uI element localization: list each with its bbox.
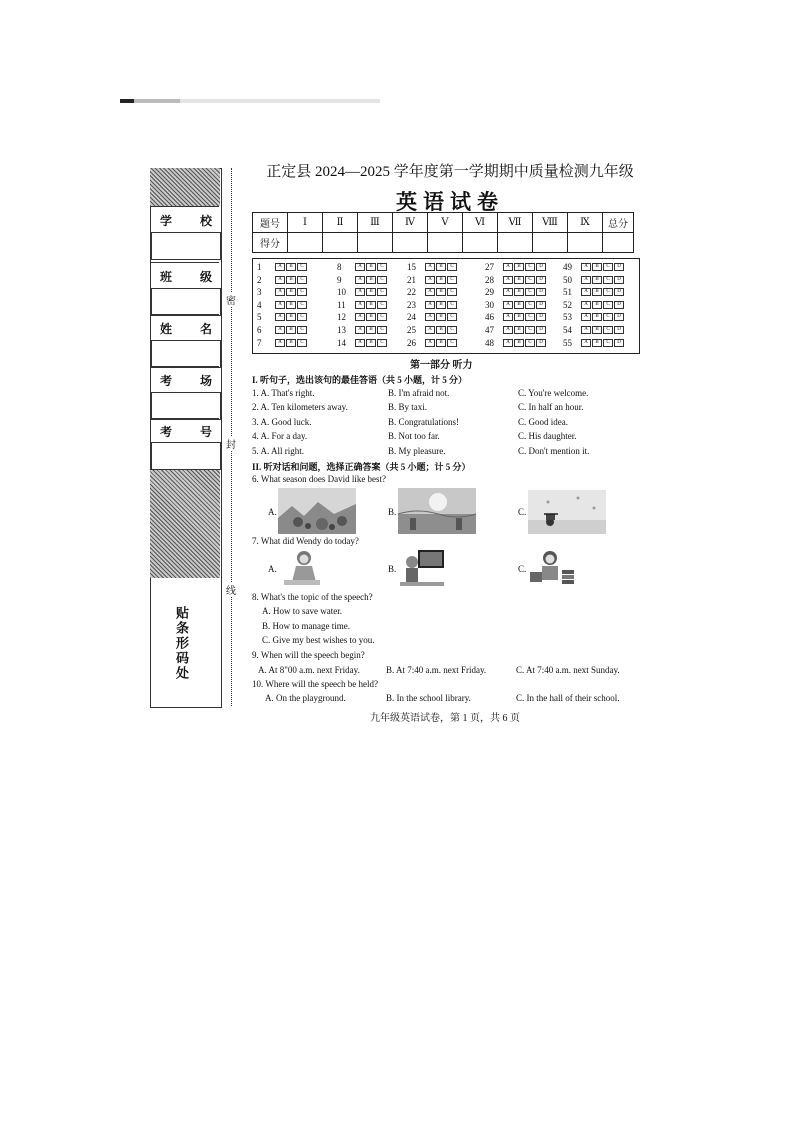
answer-number: 15 [407, 262, 416, 272]
answer-number: 49 [563, 262, 572, 272]
strip-hatch-top [150, 168, 220, 206]
answer-row-9 [337, 275, 388, 285]
exam-title-line1: 正定县 2024—2025 学年度第一学期期中质量检测九年级 [266, 164, 634, 180]
answer-bubble-c[interactable]: C [297, 263, 307, 271]
answer-bubble-b[interactable]: B [514, 339, 524, 347]
section1-heading: I. 听句子，选出该句的最佳答语（共 5 小题，计 5 分） [252, 375, 468, 385]
answer-bubble-a[interactable]: A [503, 339, 513, 347]
answer-bubble-c[interactable]: C [525, 288, 535, 296]
q7-option-c-label: C. [518, 564, 527, 574]
answer-bubble-c[interactable]: C [447, 276, 457, 284]
answer-bubble-a[interactable]: A [355, 276, 365, 284]
q6-option-a-label: A. [268, 507, 277, 517]
score-table [252, 212, 634, 253]
answer-row-54 [563, 325, 625, 335]
answer-bubble-c[interactable]: C [525, 326, 535, 334]
score-cell[interactable] [463, 233, 498, 253]
answer-bubble-d[interactable]: D [614, 301, 624, 309]
answer-row-15 [407, 262, 458, 272]
q2-option-c: C. In half an hour. [518, 402, 584, 412]
answer-bubble-a[interactable]: A [425, 301, 435, 309]
answer-bubble-c[interactable]: C [297, 339, 307, 347]
part1-heading: 第一部分 听力 [410, 360, 473, 371]
scan-mark [120, 99, 380, 103]
q8-option-a: A. How to save water. [262, 606, 342, 616]
answer-row-12 [337, 312, 388, 322]
answer-bubble-c[interactable]: C [377, 313, 387, 321]
answer-bubble-b[interactable]: B [286, 263, 296, 271]
answer-bubble-c[interactable]: C [447, 313, 457, 321]
answer-bubble-a[interactable]: A [275, 339, 285, 347]
score-col-5: Ⅴ [428, 213, 463, 233]
q3-option-b: B. Congratulations! [388, 417, 459, 427]
answer-bubble-a[interactable]: A [503, 326, 513, 334]
answer-bubble-a[interactable]: A [355, 263, 365, 271]
answer-bubble-b[interactable]: B [436, 326, 446, 334]
answer-number: 6 [257, 325, 262, 335]
name-label: 姓 名 [160, 322, 212, 336]
answer-bubble-c[interactable]: C [447, 263, 457, 271]
score-total-cell[interactable] [603, 233, 634, 253]
answer-bubble-d[interactable]: D [614, 313, 624, 321]
answer-number: 3 [257, 287, 262, 298]
score-col-7: Ⅶ [498, 213, 533, 233]
answer-bubble-d[interactable]: D [614, 326, 624, 334]
answer-number: 48 [485, 337, 494, 348]
answer-number: 9 [337, 274, 342, 285]
answer-bubble-a[interactable]: A [425, 326, 435, 334]
answer-bubble-b[interactable]: B [514, 313, 524, 321]
answer-bubble-a[interactable]: A [503, 301, 513, 309]
school-field[interactable] [151, 232, 221, 260]
answer-bubble-d[interactable]: D [536, 326, 546, 334]
answer-bubble-b[interactable]: B [592, 326, 602, 334]
q8-text: 8. What's the topic of the speech? [252, 592, 373, 602]
answer-bubble-b[interactable]: B [286, 301, 296, 309]
answer-bubble-c[interactable]: C [297, 288, 307, 296]
answer-number: 55 [563, 337, 572, 348]
q10-text: 10. Where will the speech be held? [252, 679, 379, 689]
answer-bubble-b[interactable]: B [514, 276, 524, 284]
q5-option-b: B. My pleasure. [388, 446, 446, 456]
answer-number: 53 [563, 312, 572, 323]
score-cell[interactable] [288, 233, 323, 253]
page-footer: 九年级英语试卷，第 1 页，共 6 页 [370, 713, 520, 724]
answer-row-4 [257, 300, 308, 310]
answer-number: 2 [257, 274, 262, 285]
answer-number: 29 [485, 287, 494, 298]
answer-bubble-b[interactable]: B [436, 263, 446, 271]
answer-bubble-d[interactable]: D [536, 263, 546, 271]
answer-bubble-a[interactable]: A [275, 276, 285, 284]
answer-bubble-b[interactable]: B [436, 301, 446, 309]
q10-option-b: B. In the school library. [386, 693, 471, 703]
answer-bubble-a[interactable]: A [275, 313, 285, 321]
answer-row-6 [257, 325, 308, 335]
answer-bubble-a[interactable]: A [503, 288, 513, 296]
score-cell[interactable] [498, 233, 533, 253]
q7-text: 7. What did Wendy do today? [252, 536, 359, 546]
q9-option-a: A. At 8"00 a.m. next Friday. [258, 665, 360, 675]
answer-bubble-c[interactable]: C [525, 276, 535, 284]
answer-bubble-b[interactable]: B [286, 313, 296, 321]
answer-row-49 [563, 262, 625, 272]
answer-bubble-a[interactable]: A [581, 263, 591, 271]
q7-option-a-label: A. [268, 564, 277, 574]
answer-bubble-a[interactable]: A [581, 326, 591, 334]
answer-bubble-b[interactable]: B [436, 339, 446, 347]
q6-option-c-label: C. [518, 507, 527, 517]
q1-option-a: 1. A. That's right. [252, 388, 315, 398]
answer-bubble-b[interactable]: B [592, 288, 602, 296]
answer-row-7 [257, 338, 308, 348]
answer-row-14 [337, 338, 388, 348]
name-field[interactable] [151, 340, 221, 368]
answer-number: 7 [257, 337, 262, 348]
q9-option-b: B. At 7:40 a.m. next Friday. [386, 665, 487, 675]
answer-bubble-c[interactable]: C [603, 326, 613, 334]
answer-bubble-c[interactable]: C [377, 339, 387, 347]
answer-number: 25 [407, 325, 416, 335]
answer-number: 13 [337, 325, 346, 335]
answer-bubble-b[interactable]: B [366, 301, 376, 309]
answer-bubble-c[interactable]: C [377, 276, 387, 284]
q5-option-c: C. Don't mention it. [518, 446, 590, 456]
score-cell[interactable] [533, 233, 568, 253]
answer-bubble-a[interactable]: A [275, 263, 285, 271]
answer-row-48 [485, 338, 547, 348]
answer-bubble-c[interactable]: C [447, 301, 457, 309]
answer-number: 27 [485, 262, 494, 272]
answer-bubble-b[interactable]: B [436, 313, 446, 321]
answer-row-10 [337, 287, 388, 297]
score-cell[interactable] [568, 233, 603, 253]
answer-bubble-b[interactable]: B [366, 263, 376, 271]
exam-title-line2: 英语试卷 [396, 190, 504, 214]
seal-char-xian: 线 [226, 582, 236, 597]
answer-bubble-d[interactable]: D [536, 301, 546, 309]
answer-bubble-d[interactable]: D [536, 339, 546, 347]
answer-bubble-b[interactable]: B [366, 326, 376, 334]
q8-option-b: B. How to manage time. [262, 621, 350, 631]
answer-row-8 [337, 262, 388, 272]
answer-row-24 [407, 312, 458, 322]
answer-bubble-a[interactable]: A [581, 288, 591, 296]
strip-hatch-middle [150, 470, 220, 578]
answer-bubble-a[interactable]: A [581, 313, 591, 321]
seal-char-feng: 封 [226, 436, 236, 451]
answer-number: 12 [337, 312, 346, 323]
answer-number: 47 [485, 325, 494, 335]
answer-bubble-b[interactable]: B [514, 301, 524, 309]
q2-option-a: 2. A. Ten kilometers away. [252, 402, 348, 412]
q6-option-a-image [278, 488, 356, 534]
answer-bubble-d[interactable]: D [536, 288, 546, 296]
answer-row-23 [407, 300, 458, 310]
q6-option-c-image [528, 490, 606, 534]
answer-bubble-c[interactable]: C [603, 301, 613, 309]
answer-number: 1 [257, 262, 262, 272]
answer-bubble-b[interactable]: B [514, 288, 524, 296]
answer-row-13 [337, 325, 388, 335]
answer-bubble-d[interactable]: D [614, 339, 624, 347]
answer-bubble-c[interactable]: C [525, 301, 535, 309]
answer-row-22 [407, 287, 458, 297]
school-label: 学 校 [160, 214, 212, 228]
answer-number: 23 [407, 299, 416, 310]
answer-bubble-c[interactable]: C [603, 263, 613, 271]
answer-bubble-a[interactable]: A [275, 326, 285, 334]
answer-bubble-b[interactable]: B [366, 313, 376, 321]
answer-bubble-a[interactable]: A [503, 263, 513, 271]
answer-bubble-a[interactable]: A [355, 288, 365, 296]
answer-bubble-c[interactable]: C [377, 326, 387, 334]
q6-option-b-image [398, 488, 476, 534]
seal-char-mi: 密 [226, 292, 236, 307]
answer-bubble-a[interactable]: A [425, 339, 435, 347]
answer-number: 11 [337, 299, 346, 310]
answer-bubble-b[interactable]: B [514, 263, 524, 271]
answer-row-30 [485, 300, 547, 310]
q6-text: 6. What season does David like best? [252, 474, 387, 484]
class-field[interactable] [151, 288, 221, 316]
answer-bubble-a[interactable]: A [425, 288, 435, 296]
answer-number: 30 [485, 299, 494, 310]
answer-bubble-d[interactable]: D [614, 288, 624, 296]
answer-row-26 [407, 338, 458, 348]
answer-bubble-b[interactable]: B [592, 301, 602, 309]
answer-bubble-a[interactable]: A [275, 288, 285, 296]
q7-option-c-image [528, 548, 578, 588]
answer-bubble-a[interactable]: A [503, 313, 513, 321]
answer-row-1 [257, 262, 308, 272]
answer-bubble-a[interactable]: A [425, 313, 435, 321]
answer-bubble-a[interactable]: A [355, 313, 365, 321]
q10-option-a: A. On the playground. [265, 693, 346, 703]
answer-bubble-b[interactable]: B [592, 339, 602, 347]
answer-number: 4 [257, 299, 262, 310]
answer-bubble-a[interactable]: A [425, 276, 435, 284]
answer-row-46 [485, 312, 547, 322]
answer-row-55 [563, 338, 625, 348]
answer-bubble-a[interactable]: A [355, 339, 365, 347]
answer-bubble-c[interactable]: C [377, 288, 387, 296]
answer-bubble-c[interactable]: C [447, 288, 457, 296]
answer-bubble-b[interactable]: B [514, 326, 524, 334]
answer-row-27 [485, 262, 547, 272]
q5-option-a: 5. A. All right. [252, 446, 305, 456]
answer-bubble-a[interactable]: A [581, 276, 591, 284]
answer-bubble-c[interactable]: C [525, 339, 535, 347]
answer-bubble-a[interactable]: A [425, 263, 435, 271]
answer-bubble-c[interactable]: C [603, 339, 613, 347]
answer-bubble-a[interactable]: A [503, 276, 513, 284]
q3-option-a: 3. A. Good luck. [252, 417, 312, 427]
answer-row-3 [257, 287, 308, 297]
q7-option-b-image [398, 548, 446, 588]
answer-number: 21 [407, 274, 416, 285]
answer-row-29 [485, 287, 547, 297]
q3-option-c: C. Good idea. [518, 417, 568, 427]
answer-number: 54 [563, 325, 572, 335]
answer-row-21 [407, 275, 458, 285]
section2-heading: II. 听对话和问题，选择正确答案（共 5 小题；计 5 分） [252, 462, 471, 472]
answer-bubble-c[interactable]: C [297, 301, 307, 309]
score-col-1: Ⅰ [288, 213, 323, 233]
q8-option-c: C. Give my best wishes to you. [262, 635, 375, 645]
answer-bubble-c[interactable]: C [297, 313, 307, 321]
answer-bubble-c[interactable]: C [447, 339, 457, 347]
answer-bubble-a[interactable]: A [581, 339, 591, 347]
answer-sheet-grid [252, 258, 640, 354]
q1-option-b: B. I'm afraid not. [388, 388, 450, 398]
q9-text: 9. When will the speech begin? [252, 650, 365, 660]
answer-bubble-b[interactable]: B [286, 326, 296, 334]
q4-option-a: 4. A. For a day. [252, 431, 308, 441]
answer-number: 14 [337, 337, 346, 348]
q4-option-b: B. Not too far. [388, 431, 440, 441]
answer-bubble-c[interactable]: C [525, 263, 535, 271]
score-row-label: 得分 [253, 233, 288, 253]
answer-bubble-c[interactable]: C [377, 263, 387, 271]
answer-bubble-c[interactable]: C [297, 326, 307, 334]
answer-bubble-b[interactable]: B [366, 288, 376, 296]
score-col-9: Ⅸ [568, 213, 603, 233]
answer-bubble-d[interactable]: D [614, 263, 624, 271]
answer-row-47 [485, 325, 547, 335]
answer-bubble-c[interactable]: C [447, 326, 457, 334]
answer-row-50 [563, 275, 625, 285]
answer-row-51 [563, 287, 625, 297]
score-cell[interactable] [428, 233, 463, 253]
answer-bubble-c[interactable]: C [525, 313, 535, 321]
answer-bubble-b[interactable]: B [286, 339, 296, 347]
answer-bubble-c[interactable]: C [297, 276, 307, 284]
answer-row-11 [337, 300, 388, 310]
exam-number-label: 考 号 [160, 425, 212, 439]
score-col-4: Ⅳ [393, 213, 428, 233]
q9-option-c: C. At 7:40 a.m. next Sunday. [516, 665, 620, 675]
answer-number: 28 [485, 274, 494, 285]
answer-number: 5 [257, 312, 262, 323]
score-col-8: Ⅷ [533, 213, 568, 233]
answer-bubble-c[interactable]: C [377, 301, 387, 309]
answer-bubble-a[interactable]: A [355, 301, 365, 309]
answer-bubble-c[interactable]: C [603, 288, 613, 296]
q2-option-b: B. By taxi. [388, 402, 428, 412]
answer-bubble-d[interactable]: D [614, 276, 624, 284]
answer-number: 22 [407, 287, 416, 298]
score-cell[interactable] [393, 233, 428, 253]
answer-row-2 [257, 275, 308, 285]
answer-bubble-b[interactable]: B [436, 288, 446, 296]
q7-option-a-image [282, 548, 322, 588]
answer-bubble-b[interactable]: B [366, 339, 376, 347]
answer-row-25 [407, 325, 458, 335]
score-col-3: Ⅲ [358, 213, 393, 233]
answer-bubble-b[interactable]: B [592, 276, 602, 284]
score-total-header: 总分 [603, 213, 634, 233]
answer-bubble-d[interactable]: D [536, 313, 546, 321]
answer-bubble-b[interactable]: B [436, 276, 446, 284]
answer-number: 52 [563, 299, 572, 310]
answer-number: 50 [563, 274, 572, 285]
q6-option-b-label: B. [388, 507, 397, 517]
answer-row-53 [563, 312, 625, 322]
answer-bubble-b[interactable]: B [366, 276, 376, 284]
answer-bubble-b[interactable]: B [592, 313, 602, 321]
score-cell[interactable] [323, 233, 358, 253]
answer-bubble-d[interactable]: D [536, 276, 546, 284]
q10-option-c: C. In the hall of their school. [516, 693, 620, 703]
barcode-area-label: 贴条形码处 [174, 606, 189, 681]
score-header: 题号 [253, 213, 288, 233]
answer-bubble-c[interactable]: C [603, 313, 613, 321]
answer-row-28 [485, 275, 547, 285]
answer-number: 8 [337, 262, 342, 272]
q1-option-c: C. You're welcome. [518, 388, 589, 398]
answer-bubble-a[interactable]: A [275, 301, 285, 309]
answer-row-5 [257, 312, 308, 322]
answer-number: 26 [407, 337, 416, 348]
answer-bubble-c[interactable]: C [603, 276, 613, 284]
answer-row-52 [563, 300, 625, 310]
answer-number: 51 [563, 287, 572, 298]
answer-bubble-b[interactable]: B [286, 276, 296, 284]
q4-option-c: C. His daughter. [518, 431, 577, 441]
exam-number-field[interactable] [151, 442, 221, 470]
score-col-2: Ⅱ [323, 213, 358, 233]
answer-number: 10 [337, 287, 346, 298]
class-label: 班 级 [160, 270, 212, 284]
score-cell[interactable] [358, 233, 393, 253]
exam-room-label: 考 场 [160, 374, 212, 388]
answer-number: 46 [485, 312, 494, 323]
answer-bubble-a[interactable]: A [581, 301, 591, 309]
answer-bubble-a[interactable]: A [355, 326, 365, 334]
exam-room-field[interactable] [151, 392, 221, 420]
answer-bubble-b[interactable]: B [286, 288, 296, 296]
q7-option-b-label: B. [388, 564, 397, 574]
answer-bubble-b[interactable]: B [592, 263, 602, 271]
answer-number: 24 [407, 312, 416, 323]
score-col-6: Ⅵ [463, 213, 498, 233]
